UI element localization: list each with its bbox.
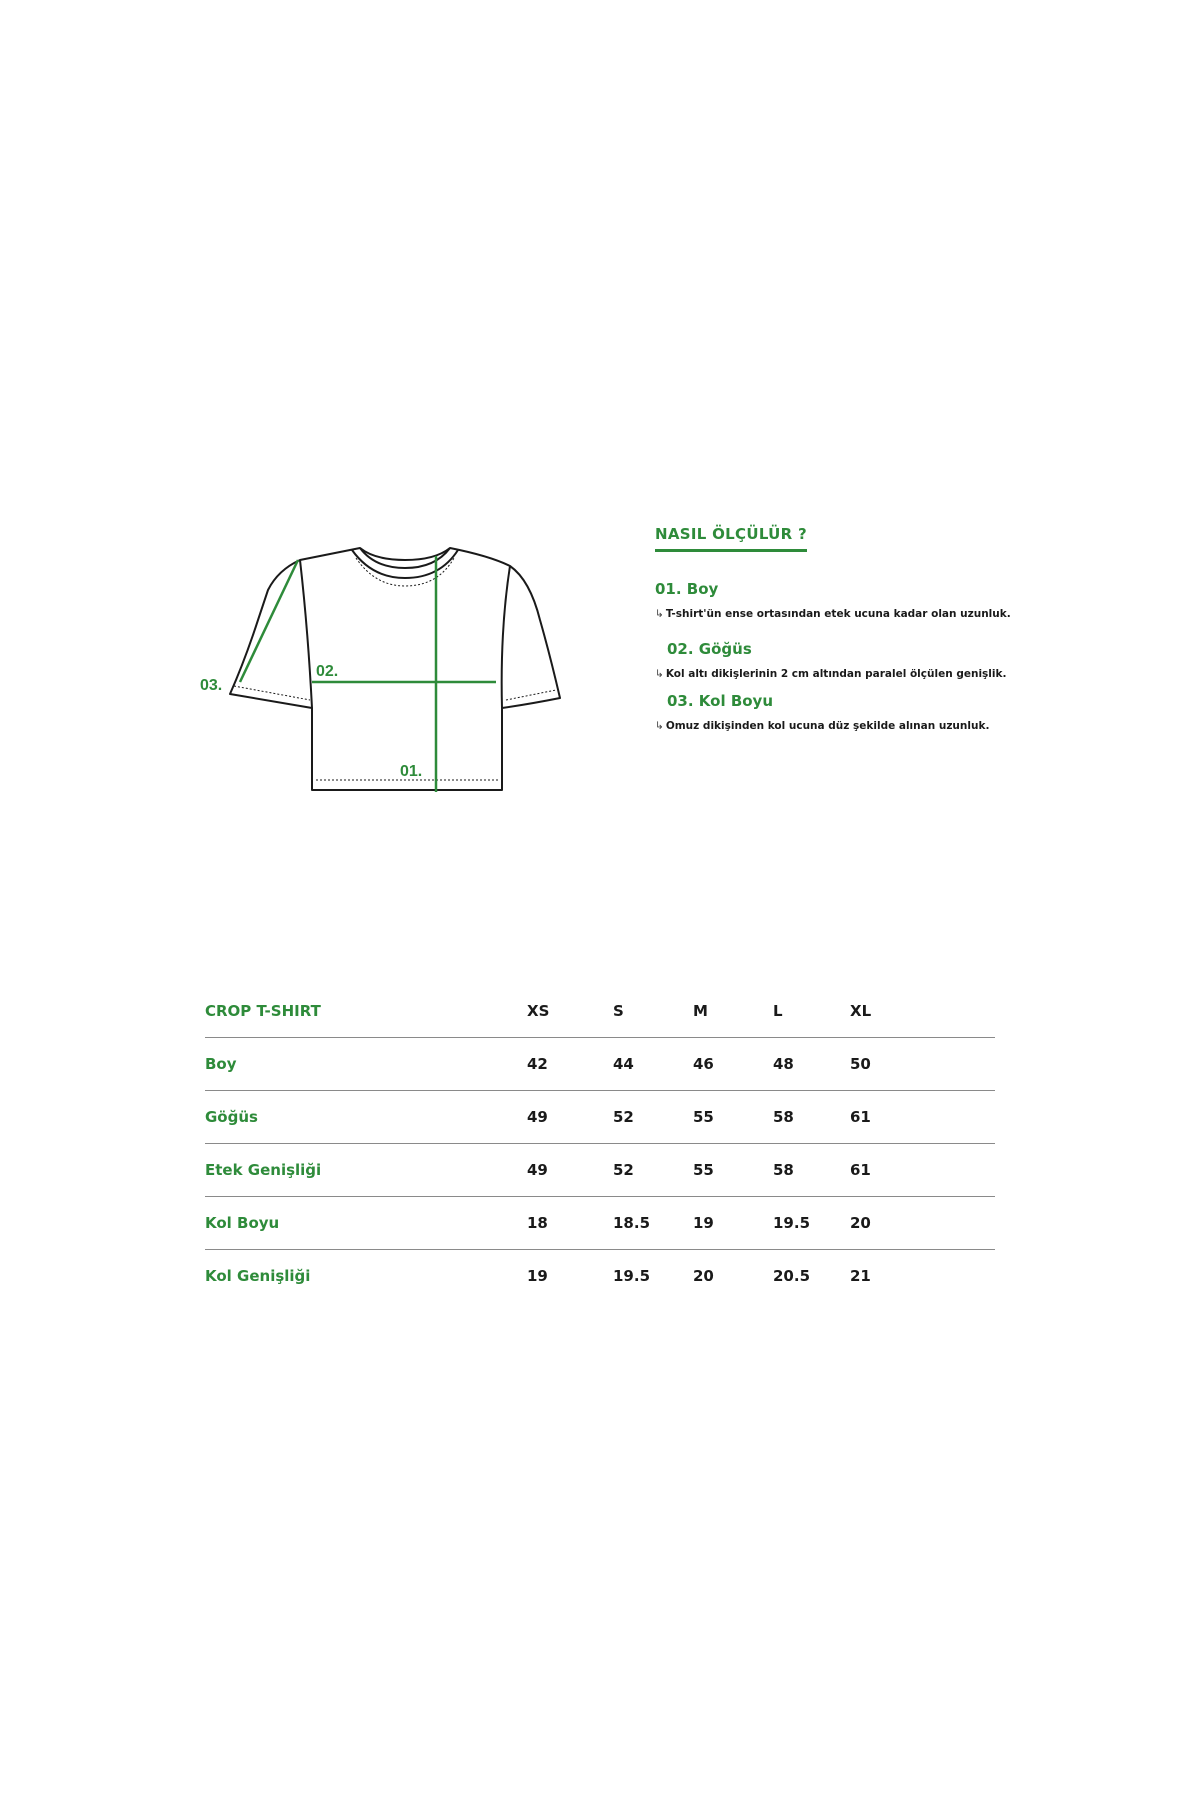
- table-cell: 55: [693, 1161, 714, 1179]
- row-label: Göğüs: [205, 1108, 258, 1126]
- table-title: CROP T-SHIRT: [205, 1002, 321, 1020]
- tshirt-outline: [230, 548, 560, 790]
- table-cell: 46: [693, 1055, 714, 1073]
- row-label: Kol Genişliği: [205, 1267, 311, 1285]
- step-title: 03. Kol Boyu: [667, 692, 774, 710]
- table-header-row: [205, 985, 995, 1038]
- table-cell: 49: [527, 1108, 548, 1126]
- table-row: [205, 1197, 995, 1250]
- how-to-title: NASIL ÖLÇÜLÜR ?: [655, 525, 807, 552]
- table-cell: 19: [693, 1214, 714, 1232]
- table-cell: 18.5: [613, 1214, 651, 1232]
- how-to-measure-panel: [655, 524, 1075, 732]
- step-boy: [655, 580, 1011, 620]
- table-row: [205, 1091, 995, 1144]
- step-gogus: [655, 640, 1007, 680]
- table-cell: 20.5: [773, 1267, 811, 1285]
- table-cell: 20: [693, 1267, 714, 1285]
- row-label: Kol Boyu: [205, 1214, 280, 1232]
- size-header: L: [773, 1002, 783, 1020]
- arrow-return-icon: ↳: [655, 608, 664, 620]
- step-title: 02. Göğüs: [667, 640, 752, 658]
- size-header: XL: [850, 1002, 872, 1020]
- size-table: [205, 985, 995, 1302]
- size-header: M: [693, 1002, 708, 1020]
- table-cell: 58: [773, 1108, 794, 1126]
- table-cell: 61: [850, 1161, 871, 1179]
- table-cell: 52: [613, 1108, 634, 1126]
- table-row: [205, 1250, 995, 1302]
- table-cell: 19.5: [773, 1214, 811, 1232]
- step-title: 01. Boy: [655, 580, 719, 598]
- table-cell: 19: [527, 1267, 548, 1285]
- table-cell: 42: [527, 1055, 548, 1073]
- table-cell: 19.5: [613, 1267, 651, 1285]
- table-cell: 18: [527, 1214, 548, 1232]
- table-cell: 48: [773, 1055, 794, 1073]
- step-kol-boyu: [655, 692, 990, 732]
- table-cell: 50: [850, 1055, 871, 1073]
- row-label: Etek Genişliği: [205, 1161, 322, 1179]
- table-cell: 20: [850, 1214, 871, 1232]
- table-cell: 58: [773, 1161, 794, 1179]
- table-cell: 49: [527, 1161, 548, 1179]
- table-row: [205, 1144, 995, 1197]
- arrow-return-icon: ↳: [655, 720, 664, 732]
- step-description: ↳ Omuz dikişinden kol ucuna düz şekilde alınan uzunluk.: [655, 720, 990, 732]
- step-description: ↳ T-shirt'ün ense ortasından etek ucuna kadar olan uzunluk.: [655, 608, 1011, 620]
- table-cell: 52: [613, 1161, 634, 1179]
- diagram-label-01: 01.: [400, 763, 423, 780]
- step-description: ↳ Kol altı dikişlerinin 2 cm altından paralel ölçülen genişlik.: [655, 668, 1007, 680]
- row-label: Boy: [205, 1055, 237, 1073]
- diagram-label-03: 03.: [200, 677, 223, 694]
- arrow-return-icon: ↳: [655, 668, 664, 680]
- size-header: XS: [527, 1002, 550, 1020]
- table-cell: 44: [613, 1055, 634, 1073]
- table-cell: 55: [693, 1108, 714, 1126]
- table-cell: 61: [850, 1108, 871, 1126]
- table-cell: 21: [850, 1267, 871, 1285]
- tshirt-measurement-diagram: [200, 530, 600, 830]
- measurement-lines: [240, 556, 496, 792]
- table-row: [205, 1038, 995, 1091]
- size-header: S: [613, 1002, 624, 1020]
- diagram-label-02: 02.: [316, 663, 339, 680]
